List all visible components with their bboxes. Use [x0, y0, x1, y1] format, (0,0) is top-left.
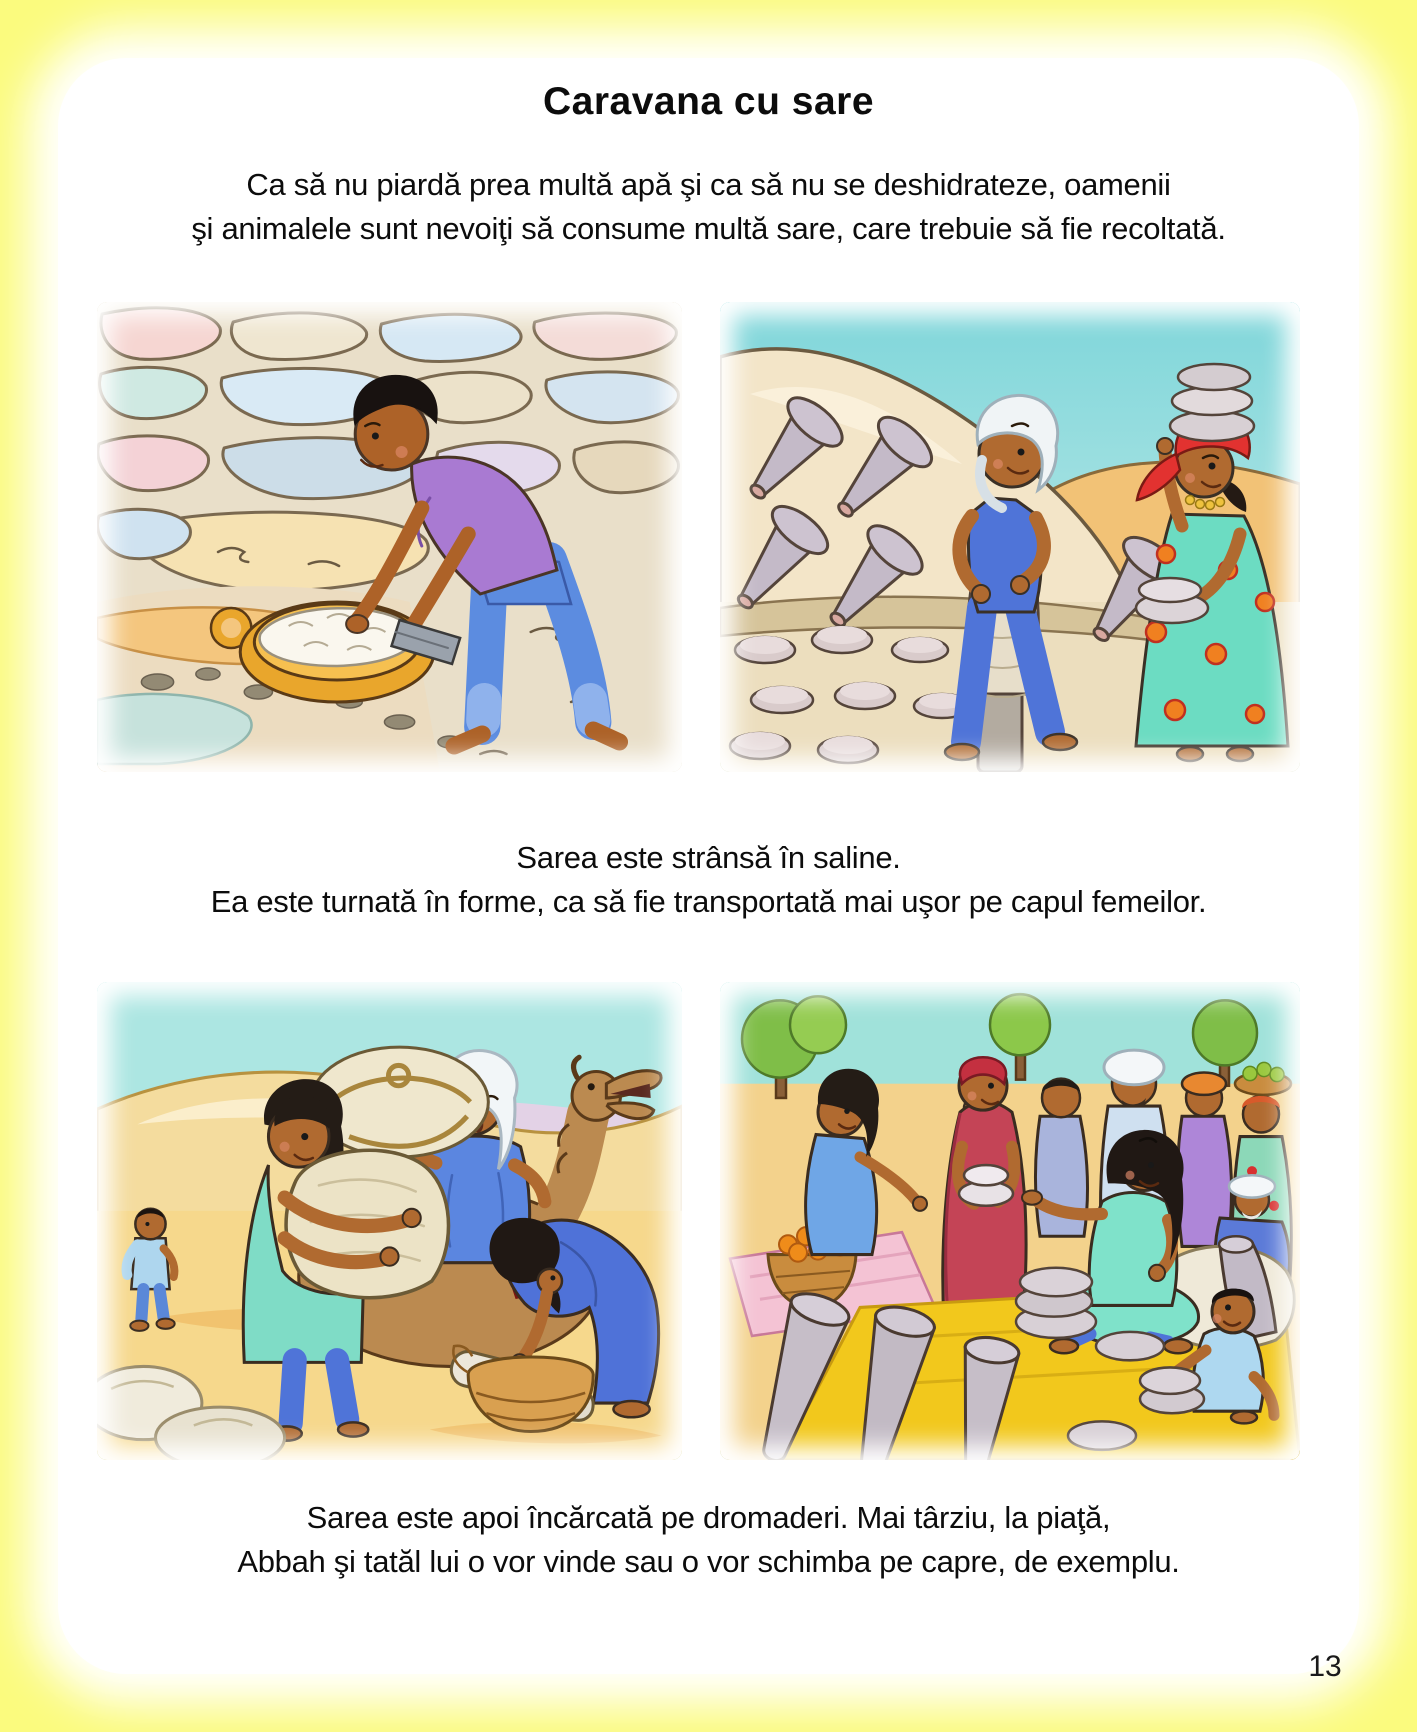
middle-caption-line-1: Sarea este strânsă în saline. [516, 840, 901, 875]
illustration-salt-pond-harvest [97, 302, 682, 772]
market-scene [720, 982, 1300, 1460]
bottom-caption [0, 1496, 1417, 1584]
intro-line-1: Ca să nu piardă prea multă apă şi ca să nu se deshidrateze, oamenii [246, 167, 1171, 202]
intro-line-2: şi animalele sunt nevoiţi să consume multă sare, care trebuie să fie recoltată. [191, 211, 1226, 246]
middle-caption [0, 836, 1417, 924]
page-number: 13 [1308, 1650, 1342, 1683]
intro-paragraph [0, 163, 1417, 251]
salt-pond-scene [97, 302, 682, 772]
bottom-caption-line-1: Sarea este apoi încărcată pe dromaderi. Mai târziu, la piaţă, [306, 1500, 1111, 1535]
bottom-caption-line-2: Abbah şi tatăl lui o vor vinde sau o vor schimba pe capre, de exemplu. [237, 1544, 1180, 1579]
salt-molding-scene [720, 302, 1300, 772]
illustration-salt-cone-molding [720, 302, 1300, 772]
illustration-camel-loading [97, 982, 682, 1460]
camel-loading-scene [97, 982, 682, 1460]
middle-caption-line-2: Ea este turnată în forme, ca să fie transportată mai uşor pe capul femeilor. [210, 884, 1207, 919]
page-title: Caravana cu sare [542, 80, 875, 123]
illustration-salt-market [720, 982, 1300, 1460]
